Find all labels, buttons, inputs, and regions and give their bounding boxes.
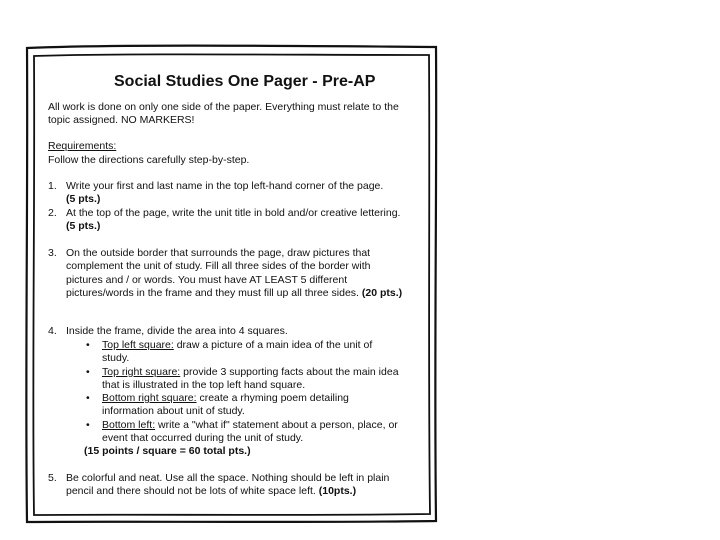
bullet: •	[86, 339, 90, 351]
item-points: (20 pts.)	[361, 287, 403, 300]
item-points: (5 pts.)	[66, 220, 101, 233]
bullet: •	[86, 366, 90, 378]
requirements-subheading: Follow the directions carefully step-by-step.	[48, 154, 250, 166]
square-text: draw a picture of a main idea of the unit of study.	[102, 339, 373, 365]
item-points: (10pts.)	[318, 485, 357, 498]
item-text: Inside the frame, divide the area into 4 squares.	[66, 325, 288, 337]
square-bottom-left	[86, 419, 402, 446]
item-text: Be colorful and neat. Use all the space. Nothing should be left in plain pencil and there should not be lots of white space left.	[66, 472, 390, 498]
square-text: write a "what if" statement about a person, place, or event that occurred during the unit of study.	[102, 419, 398, 445]
item-number: 4.	[48, 325, 57, 337]
square-label: Bottom left:	[102, 419, 156, 431]
square-bottom-right	[86, 392, 402, 419]
item-points: (5 pts.)	[66, 193, 101, 206]
square-top-left	[86, 339, 402, 366]
total-points: (15 points / square = 60 total pts.)	[84, 445, 251, 457]
item-number: 5.	[48, 472, 57, 484]
square-text: create a rhyming poem detailing information about unit of study.	[102, 392, 349, 418]
square-label: Bottom right square:	[102, 392, 197, 404]
item-text: On the outside border that surrounds the page, draw pictures that complement the unit of study. Fill all three sides of the border with pictures and / or words. You must have AT LEAST 5 different pictures/words in the frame and they must fill up all three sides.	[66, 247, 371, 300]
item-number: 1.	[48, 180, 57, 192]
square-top-right	[86, 366, 402, 393]
page-title: Social Studies One Pager - Pre-AP	[114, 73, 376, 90]
item-text: Write your first and last name in the top left-hand corner of the page.	[66, 180, 384, 192]
bullet: •	[86, 419, 90, 431]
square-label: Top left square:	[102, 339, 174, 351]
bullet: •	[86, 392, 90, 404]
square-text: provide 3 supporting facts about the main idea that is illustrated in the top left hand square.	[102, 366, 399, 392]
requirements-heading: Requirements:	[48, 140, 117, 152]
item-number: 2.	[48, 207, 57, 219]
item-number: 3.	[48, 247, 57, 259]
item-text: At the top of the page, write the unit title in bold and/or creative lettering.	[66, 207, 401, 219]
intro-text: All work is done on only one side of the paper. Everything must relate to the topic assigned. NO MARKERS!	[48, 101, 399, 127]
square-label: Top right square:	[102, 366, 181, 378]
